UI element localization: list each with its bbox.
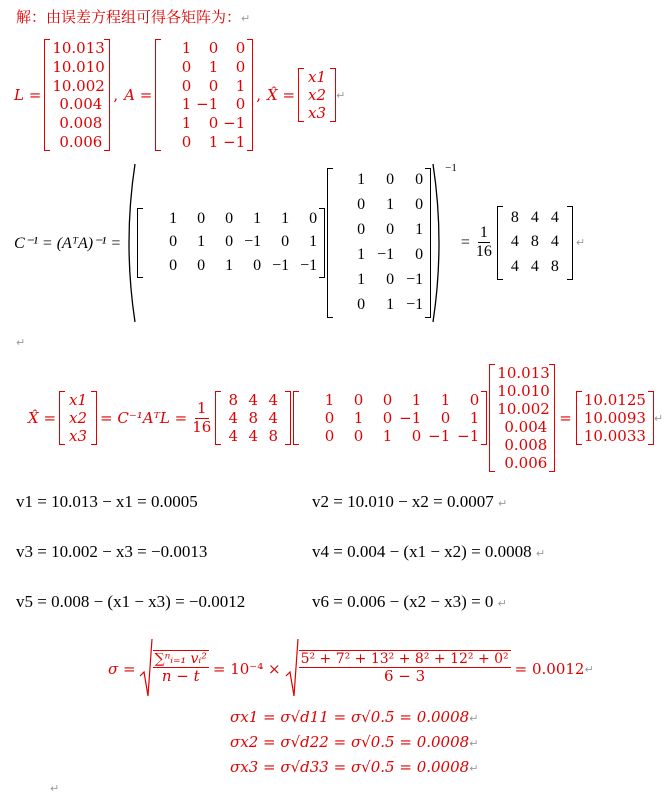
matrix-cell: −1 bbox=[223, 113, 246, 132]
matrix-row bbox=[584, 427, 646, 445]
matrix-cell: 10.010 bbox=[497, 382, 550, 400]
matrix-cell: 1 bbox=[235, 76, 246, 95]
matrix-cell: 0 bbox=[469, 391, 480, 409]
matrix-cell: 0 bbox=[353, 391, 364, 409]
matrix-cell: 0 bbox=[169, 233, 178, 251]
paragraph-mark: ↵ bbox=[653, 411, 664, 425]
matrix-cell: 1 bbox=[169, 210, 178, 228]
paragraph-mark: ↵ bbox=[336, 88, 346, 102]
right-paren bbox=[431, 162, 445, 324]
matrix-row bbox=[306, 68, 328, 86]
matrix-cell: 0.008 bbox=[59, 113, 103, 132]
matrix-cell: 8 bbox=[530, 233, 539, 251]
matrix-cell: 8 bbox=[550, 258, 559, 276]
matrix-row bbox=[145, 233, 317, 251]
matrix-cell: 0 bbox=[440, 409, 451, 427]
matrix-cell: 0 bbox=[324, 427, 335, 445]
matrix-row bbox=[584, 391, 646, 409]
matrix-cell: 1 bbox=[181, 95, 192, 114]
matrix-cell: 1 bbox=[386, 296, 395, 313]
matrix-row bbox=[223, 391, 283, 409]
matrix-cell: 4 bbox=[228, 409, 239, 427]
matrix-cell: 1 bbox=[181, 39, 192, 58]
matrix-cell: 10.0033 bbox=[583, 427, 646, 445]
matrix-cell: 1 bbox=[197, 233, 206, 251]
matrix-cell: 0 bbox=[235, 95, 246, 114]
matrix-row bbox=[335, 221, 423, 239]
matrix-cell: 8 bbox=[510, 208, 519, 226]
matrix-cell: 0 bbox=[411, 427, 422, 445]
matrix-cell: 0 bbox=[382, 409, 393, 427]
L-label: L = bbox=[14, 86, 42, 104]
cinv-equation bbox=[14, 160, 585, 325]
matrix-row bbox=[223, 409, 283, 427]
matrix-cell: 0 bbox=[181, 132, 192, 151]
matrix-cell: 0.008 bbox=[504, 436, 548, 454]
residual-v4: v4 = 0.004 − (x1 − x2) = 0.0008 ↵ bbox=[312, 542, 546, 561]
matrix-cell: 1 bbox=[225, 256, 234, 274]
matrix-cell: −1 bbox=[428, 427, 451, 445]
matrix-cell: 10.013 bbox=[52, 39, 105, 58]
matrix-row bbox=[52, 39, 105, 58]
matrix-cell: 1 bbox=[386, 196, 395, 213]
matrix-cell: 0 bbox=[382, 391, 393, 409]
one-sixteenth: $\frac{1}{16}$ bbox=[192, 399, 212, 436]
sigma-lhs: σ = bbox=[108, 660, 136, 678]
matrix-cell: 4 bbox=[268, 391, 279, 409]
matrix-cell: −1 bbox=[244, 233, 262, 251]
matrix-cell: x1 bbox=[69, 391, 88, 409]
AT-matrix bbox=[293, 391, 487, 445]
matrix-cell: 10.013 bbox=[497, 364, 550, 382]
cinv-lhs: C⁻¹ = (AᵀA)⁻¹ = bbox=[14, 234, 122, 252]
matrix-cell: 0.004 bbox=[59, 95, 103, 114]
matrix-cell: 0.006 bbox=[504, 454, 548, 472]
matrix-row bbox=[505, 209, 565, 227]
AT-matrix bbox=[137, 208, 325, 278]
matrix-cell: 10.0125 bbox=[583, 391, 646, 409]
matrix-row bbox=[301, 427, 479, 445]
matrix-cell: 0 bbox=[386, 221, 395, 238]
matrix-cell: x2 bbox=[308, 86, 327, 104]
matrix-row bbox=[145, 257, 317, 275]
A-matrix-in-product bbox=[327, 168, 431, 318]
paragraph-mark: ↵ bbox=[16, 336, 26, 349]
matrix-row bbox=[145, 210, 317, 228]
paragraph-mark: ↵ bbox=[575, 236, 586, 249]
matrix-cell: 1 bbox=[253, 210, 262, 228]
xhat-lhs: X̂ = bbox=[28, 409, 57, 427]
matrix-cell: −1 bbox=[272, 256, 290, 274]
matrix-cell: 1 bbox=[353, 409, 364, 427]
matrix-cell: 0 bbox=[181, 76, 192, 95]
matrix-cell: 0 bbox=[309, 210, 318, 228]
matrix-cell: 4 bbox=[510, 258, 519, 276]
matrix-row bbox=[163, 114, 245, 132]
matrix-cell: 0 bbox=[386, 171, 395, 188]
matrix-cell: 1 bbox=[208, 57, 219, 76]
sigma-fraction: $\frac{\text{∑ⁿᵢ₌₁ vᵢ²}}{n - t}$ bbox=[154, 651, 207, 686]
matrix-cell: 1 bbox=[357, 271, 366, 288]
A-matrix bbox=[155, 39, 253, 151]
matrix-cell: 10.010 bbox=[52, 57, 105, 76]
matrix-cell: 1 bbox=[469, 409, 480, 427]
X-vector bbox=[59, 391, 97, 445]
matrix-cell: −1 bbox=[196, 95, 219, 114]
matrix-row bbox=[584, 409, 646, 427]
matrix-row bbox=[52, 114, 102, 132]
residual-v2: v2 = 10.010 − x2 = 0.0007 ↵ bbox=[312, 492, 508, 511]
matrix-cell: 1 bbox=[440, 391, 451, 409]
sigma-x1: σx1 = σ√d11 = σ√0.5 = 0.0008↵ bbox=[230, 708, 479, 726]
matrix-cell: 1 bbox=[324, 391, 335, 409]
matrix-row bbox=[335, 171, 423, 189]
paragraph-mark: ↵ bbox=[50, 782, 60, 795]
matrix-row bbox=[306, 104, 328, 122]
matrix-cell: 0 bbox=[253, 256, 262, 274]
matrix-cell: 0 bbox=[235, 57, 246, 76]
matrix-cell: 8 bbox=[248, 409, 259, 427]
residual-v1: v1 = 10.013 − x1 = 0.0005 bbox=[16, 492, 198, 511]
equals: = bbox=[559, 409, 572, 427]
M-matrix bbox=[215, 391, 291, 445]
matrix-cell: 0 bbox=[415, 246, 424, 263]
matrix-row bbox=[163, 95, 245, 113]
residual-v6: v6 = 0.006 − (x2 − x3) = 0 ↵ bbox=[312, 592, 507, 611]
matrix-row bbox=[52, 95, 102, 113]
sqrt-sign bbox=[285, 638, 299, 700]
matrix-row bbox=[497, 418, 547, 436]
matrix-cell: 0 bbox=[197, 256, 206, 274]
matrix-cell: 0 bbox=[197, 210, 206, 228]
matrix-cell: 0 bbox=[357, 296, 366, 313]
intro-text: 解：由误差方程组可得各矩阵为：↵ bbox=[16, 8, 251, 26]
matrix-row bbox=[223, 427, 283, 445]
matrix-cell: x2 bbox=[69, 409, 88, 427]
xhat-mid: = C⁻¹AᵀL = bbox=[100, 409, 188, 427]
matrix-cell: 4 bbox=[510, 233, 519, 251]
matrix-row bbox=[335, 271, 423, 289]
matrix-cell: 4 bbox=[248, 427, 259, 445]
matrix-cell: 1 bbox=[411, 391, 422, 409]
matrix-row bbox=[67, 427, 89, 445]
matrix-cell: 4 bbox=[550, 208, 559, 226]
matrix-cell: 0 bbox=[208, 113, 219, 132]
matrix-row bbox=[163, 133, 245, 151]
matrix-row bbox=[335, 246, 423, 264]
one-sixteenth: $\frac{1}{16}$ bbox=[475, 223, 492, 260]
matrix-cell: 0 bbox=[415, 196, 424, 213]
L-vector bbox=[489, 364, 555, 472]
matrix-row bbox=[301, 391, 479, 409]
sigma-x3: σx3 = σ√d33 = σ√0.5 = 0.0008↵ bbox=[230, 758, 479, 776]
matrix-cell: 0 bbox=[208, 76, 219, 95]
matrix-cell: 0 bbox=[357, 196, 366, 213]
xhat-equation bbox=[28, 362, 663, 474]
matrix-cell: −1 bbox=[406, 271, 424, 288]
matrix-cell: 0.004 bbox=[504, 418, 548, 436]
matrix-cell: x3 bbox=[69, 427, 88, 445]
matrix-row bbox=[335, 196, 423, 214]
matrix-cell: 0 bbox=[281, 233, 290, 251]
residual-v3: v3 = 10.002 − x3 = −0.0013 bbox=[16, 542, 208, 561]
matrix-cell: −1 bbox=[300, 256, 318, 274]
matrix-row bbox=[163, 77, 245, 95]
matrix-cell: 8 bbox=[228, 391, 239, 409]
matrix-cell: 0 bbox=[415, 171, 424, 188]
matrix-cell: 1 bbox=[415, 221, 424, 238]
matrix-cell: 0 bbox=[208, 39, 219, 58]
matrix-cell: 4 bbox=[530, 208, 539, 226]
matrix-row bbox=[67, 391, 89, 409]
separator: , bbox=[113, 86, 119, 104]
matrix-cell: 0 bbox=[324, 409, 335, 427]
paragraph-mark: ↵ bbox=[584, 662, 594, 676]
matrix-cell: 4 bbox=[248, 391, 259, 409]
matrix-cell: 0 bbox=[225, 210, 234, 228]
matrix-cell: 0 bbox=[235, 39, 246, 58]
matrix-cell: 0 bbox=[181, 57, 192, 76]
matrix-row bbox=[505, 258, 565, 276]
matrix-cell: −1 bbox=[223, 132, 246, 151]
matrix-cell: 8 bbox=[268, 427, 279, 445]
matrix-cell: −1 bbox=[406, 296, 424, 313]
X-matrix bbox=[298, 68, 336, 122]
matrix-row bbox=[163, 39, 245, 57]
matrix-cell: 0.006 bbox=[59, 132, 103, 151]
matrix-row bbox=[497, 454, 547, 472]
matrix-cell: −1 bbox=[457, 427, 480, 445]
matrix-row bbox=[335, 296, 423, 314]
matrix-cell: 0 bbox=[353, 427, 364, 445]
inverse-exponent: −1 bbox=[445, 162, 457, 174]
L-matrix bbox=[44, 39, 110, 151]
matrix-row bbox=[52, 57, 105, 76]
matrix-cell: −1 bbox=[399, 409, 422, 427]
matrix-cell: −1 bbox=[377, 246, 395, 263]
matrix-row bbox=[52, 133, 102, 151]
matrix-cell: 1 bbox=[208, 132, 219, 151]
A-label: A = bbox=[124, 86, 153, 104]
matrix-cell: 0 bbox=[386, 271, 395, 288]
separator: , bbox=[256, 86, 262, 104]
matrix-row bbox=[163, 58, 245, 76]
sigma-fraction-2: $\frac{\text{5² + 7² + 13² + 8² + 12² + 0²}}{6 - 3}$ bbox=[300, 651, 509, 686]
X-label: X̂ = bbox=[267, 86, 296, 104]
matrix-row bbox=[497, 382, 550, 400]
matrix-row bbox=[306, 86, 328, 104]
matrix-row bbox=[505, 233, 565, 251]
sigma-x2: σx2 = σ√d22 = σ√0.5 = 0.0008↵ bbox=[230, 733, 479, 751]
matrix-row bbox=[301, 409, 479, 427]
matrix-cell: 1 bbox=[181, 113, 192, 132]
matrix-cell: 10.002 bbox=[52, 76, 105, 95]
matrix-definitions bbox=[14, 36, 345, 154]
matrix-cell: x3 bbox=[308, 104, 327, 122]
matrix-cell: 0 bbox=[225, 233, 234, 251]
sigma-equation bbox=[108, 636, 594, 702]
equals: = bbox=[460, 233, 470, 251]
cinv-result-matrix bbox=[497, 206, 573, 280]
matrix-cell: x1 bbox=[308, 68, 327, 86]
matrix-row bbox=[497, 364, 550, 382]
matrix-cell: 4 bbox=[530, 258, 539, 276]
paragraph-mark: ↵ bbox=[241, 12, 251, 25]
matrix-cell: 1 bbox=[357, 246, 366, 263]
sigma-rhs: = 0.0012 bbox=[514, 660, 585, 678]
matrix-row bbox=[52, 76, 105, 95]
matrix-cell: 1 bbox=[281, 210, 290, 228]
matrix-row bbox=[67, 409, 89, 427]
matrix-cell: 10.002 bbox=[497, 400, 550, 418]
matrix-cell: 0 bbox=[357, 221, 366, 238]
matrix-cell: 1 bbox=[309, 233, 318, 251]
matrix-cell: 4 bbox=[268, 409, 279, 427]
matrix-cell: 4 bbox=[550, 233, 559, 251]
matrix-cell: 1 bbox=[382, 427, 393, 445]
sqrt-sign bbox=[139, 638, 153, 700]
residual-v5: v5 = 0.008 − (x1 − x3) = −0.0012 bbox=[16, 592, 246, 611]
matrix-cell: 1 bbox=[357, 171, 366, 188]
matrix-row bbox=[497, 400, 550, 418]
matrix-cell: 0 bbox=[169, 256, 178, 274]
matrix-cell: 4 bbox=[228, 427, 239, 445]
left-paren bbox=[123, 162, 137, 324]
matrix-cell: 10.0093 bbox=[583, 409, 646, 427]
sigma-mid: = 10⁻⁴ × bbox=[212, 660, 281, 678]
xhat-result bbox=[576, 391, 654, 445]
matrix-row bbox=[497, 436, 547, 454]
